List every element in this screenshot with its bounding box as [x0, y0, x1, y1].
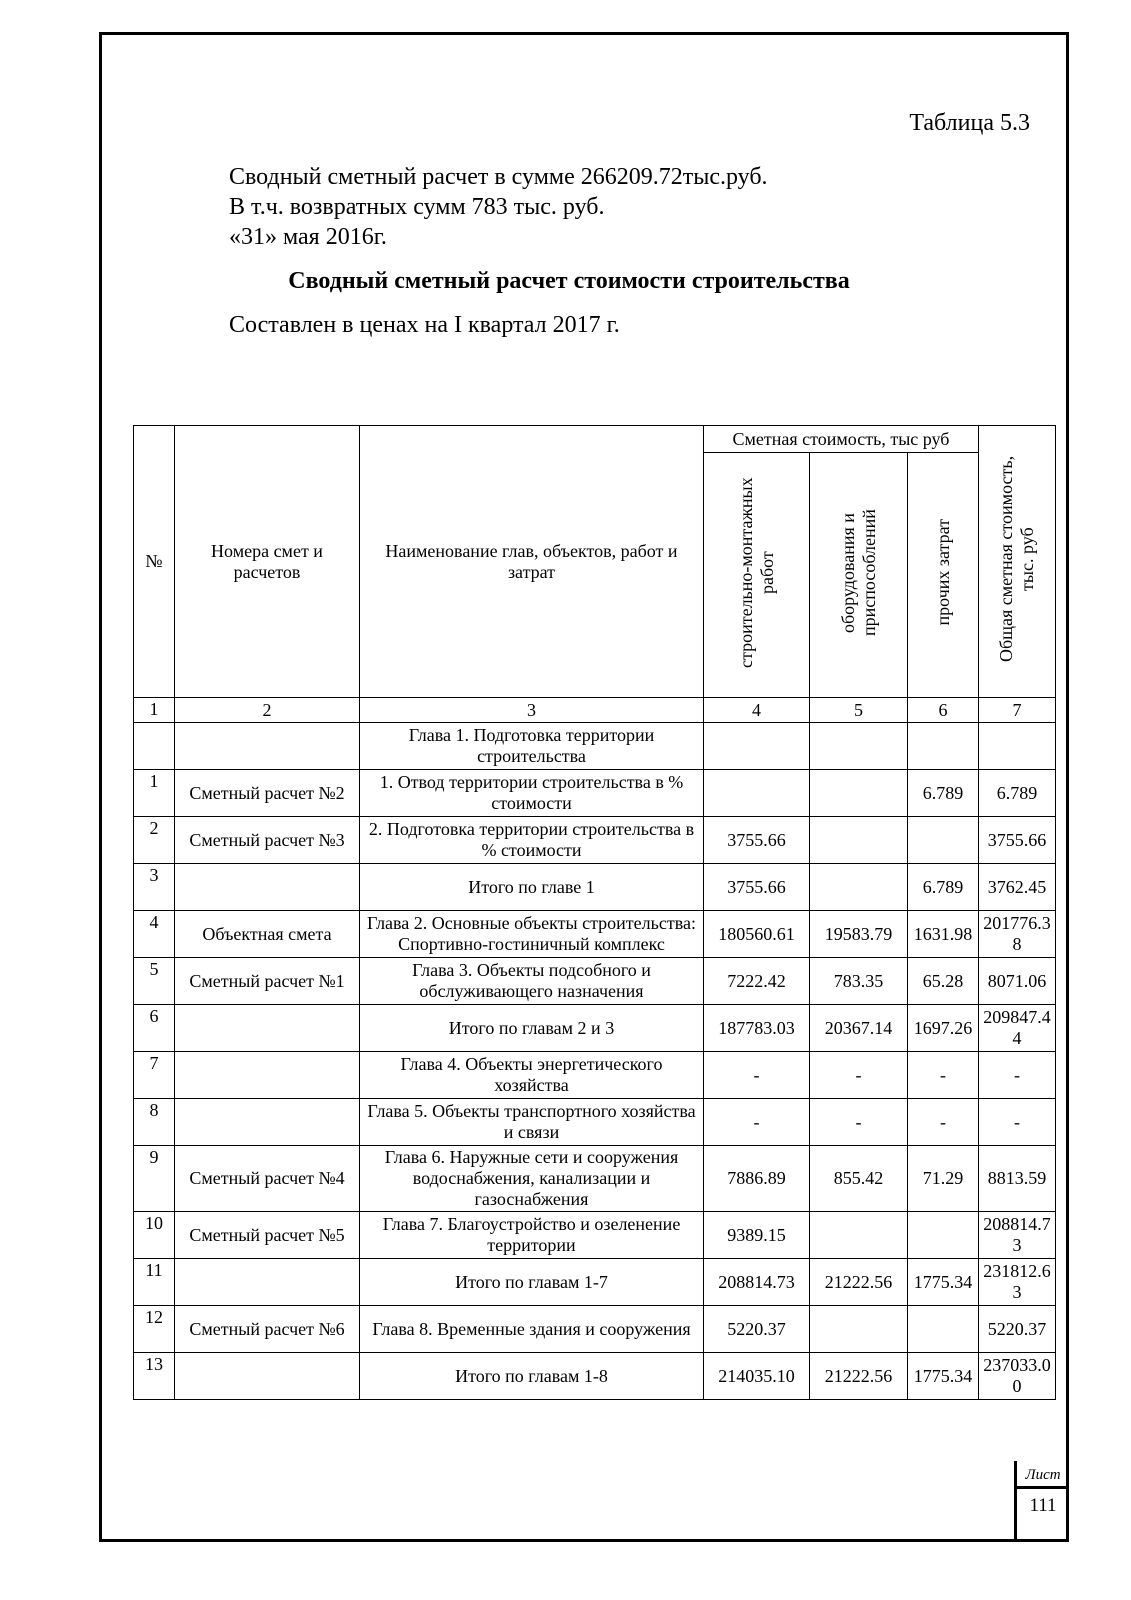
total-cost-cell: 6.789	[979, 770, 1056, 817]
total-cost-cell: 8813.59	[979, 1146, 1056, 1212]
equipment-cost-cell: 19583.79	[810, 911, 908, 958]
header-other-cell	[908, 453, 979, 698]
total-cost-cell: 231812.63	[979, 1259, 1056, 1306]
other-cost-cell: 6.789	[908, 864, 979, 911]
other-cost-cell: 1775.34	[908, 1353, 979, 1400]
header-total: Общая сметная стоимость, тыс. руб	[996, 455, 1037, 663]
header-equipment: оборудования и приспособлений	[837, 509, 879, 636]
intro-date-line: «31» мая 2016г.	[229, 224, 387, 250]
column-index: 2	[175, 698, 360, 723]
total-cost-cell: -	[979, 1052, 1056, 1099]
header-equipment-cell	[810, 453, 908, 698]
construction-cost-cell: -	[704, 1052, 810, 1099]
estimate-number-cell: Сметный расчет №1	[175, 958, 360, 1005]
total-cost-cell: 8071.06	[979, 958, 1056, 1005]
item-name-cell: Итого по главе 1	[360, 864, 704, 911]
table-row	[134, 1353, 1056, 1400]
other-cost-cell	[908, 1212, 979, 1259]
other-cost-cell: 1775.34	[908, 1259, 979, 1306]
construction-cost-cell: 214035.10	[704, 1353, 810, 1400]
total-cost-cell	[979, 723, 1056, 770]
header-total-cell	[979, 426, 1056, 698]
header-other: прочих затрат	[932, 519, 953, 626]
column-index: 6	[908, 698, 979, 723]
estimate-number-cell: Сметный расчет №6	[175, 1306, 360, 1353]
estimate-number-cell: Сметный расчет №3	[175, 817, 360, 864]
estimate-number-cell: Объектная смета	[175, 911, 360, 958]
total-cost-cell: 3755.66	[979, 817, 1056, 864]
item-name-cell: Глава 7. Благоустройство и озеленение территории	[360, 1212, 704, 1259]
other-cost-cell: 65.28	[908, 958, 979, 1005]
item-name-cell: Глава 5. Объекты транспортного хозяйства и связи	[360, 1099, 704, 1146]
construction-cost-cell: 187783.03	[704, 1005, 810, 1052]
other-cost-cell	[908, 817, 979, 864]
row-number-cell: 13	[134, 1353, 175, 1400]
table-row	[134, 1099, 1056, 1146]
item-name-cell: 2. Подготовка территории строительства в % стоимости	[360, 817, 704, 864]
intro-total-line: Сводный сметный расчет в сумме 266209.72тыс.руб.	[229, 164, 768, 190]
estimate-number-cell: Сметный расчет №4	[175, 1146, 360, 1212]
equipment-cost-cell	[810, 1212, 908, 1259]
table-row	[134, 1212, 1056, 1259]
equipment-cost-cell: 20367.14	[810, 1005, 908, 1052]
item-name-cell: Глава 3. Объекты подсобного и обслуживающего назначения	[360, 958, 704, 1005]
row-number-cell	[134, 723, 175, 770]
other-cost-cell: 1631.98	[908, 911, 979, 958]
item-name-cell: Глава 1. Подготовка территории строительства	[360, 723, 704, 770]
construction-cost-cell: 5220.37	[704, 1306, 810, 1353]
other-cost-cell	[908, 723, 979, 770]
total-cost-cell: 3762.45	[979, 864, 1056, 911]
construction-cost-cell: 208814.73	[704, 1259, 810, 1306]
construction-cost-cell: 9389.15	[704, 1212, 810, 1259]
item-name-cell: Глава 4. Объекты энергетического хозяйства	[360, 1052, 704, 1099]
item-name-cell: 1. Отвод территории строительства в % стоимости	[360, 770, 704, 817]
construction-cost-cell: 7222.42	[704, 958, 810, 1005]
construction-cost-cell: -	[704, 1099, 810, 1146]
column-index: 3	[360, 698, 704, 723]
column-index-row	[134, 698, 1056, 723]
header-construction-cell	[704, 453, 810, 698]
equipment-cost-cell: 855.42	[810, 1146, 908, 1212]
table-row	[134, 958, 1056, 1005]
item-name-cell: Глава 6. Наружные сети и сооружения водоснабжения, канализации и газоснабжения	[360, 1146, 704, 1212]
construction-cost-cell: 7886.89	[704, 1146, 810, 1212]
row-number-cell: 10	[134, 1212, 175, 1259]
equipment-cost-cell: 21222.56	[810, 1353, 908, 1400]
estimate-number-cell	[175, 1005, 360, 1052]
construction-cost-cell	[704, 723, 810, 770]
construction-cost-cell: 180560.61	[704, 911, 810, 958]
column-index: 5	[810, 698, 908, 723]
equipment-cost-cell: 21222.56	[810, 1259, 908, 1306]
row-number-cell: 1	[134, 770, 175, 817]
column-index: 1	[134, 698, 175, 723]
item-name-cell: Глава 2. Основные объекты строительства: Спортивно-гостиничный комплекс	[360, 911, 704, 958]
row-number-cell: 9	[134, 1146, 175, 1212]
other-cost-cell: 71.29	[908, 1146, 979, 1212]
total-cost-cell: 201776.38	[979, 911, 1056, 958]
row-number-cell: 4	[134, 911, 175, 958]
table-row	[134, 817, 1056, 864]
sheet-label: Лист	[1017, 1461, 1069, 1489]
construction-cost-cell: 3755.66	[704, 864, 810, 911]
other-cost-cell: 1697.26	[908, 1005, 979, 1052]
header-estimate-numbers: Номера смет и расчетов	[175, 426, 360, 698]
item-name-cell: Итого по главам 2 и 3	[360, 1005, 704, 1052]
table-label: Таблица 5.3	[909, 110, 1030, 136]
equipment-cost-cell	[810, 817, 908, 864]
total-cost-cell: 5220.37	[979, 1306, 1056, 1353]
estimate-number-cell	[175, 864, 360, 911]
estimate-number-cell	[175, 723, 360, 770]
header-names: Наименование глав, объектов, работ и затрат	[360, 426, 704, 698]
equipment-cost-cell: 783.35	[810, 958, 908, 1005]
prices-line: Составлен в ценах на I квартал 2017 г.	[229, 312, 620, 338]
row-number-cell: 5	[134, 958, 175, 1005]
row-number-cell: 7	[134, 1052, 175, 1099]
equipment-cost-cell: -	[810, 1099, 908, 1146]
total-cost-cell: 209847.44	[979, 1005, 1056, 1052]
sheet-number: 111	[1029, 1495, 1057, 1516]
estimate-number-cell	[175, 1052, 360, 1099]
table-row	[134, 1306, 1056, 1353]
estimate-number-cell: Сметный расчет №5	[175, 1212, 360, 1259]
row-number-cell: 12	[134, 1306, 175, 1353]
item-name-cell: Глава 8. Временные здания и сооружения	[360, 1306, 704, 1353]
equipment-cost-cell: -	[810, 1052, 908, 1099]
sheet-stamp	[1014, 1461, 1069, 1542]
estimate-number-cell	[175, 1099, 360, 1146]
column-index: 4	[704, 698, 810, 723]
table-row	[134, 1052, 1056, 1099]
header-cost-group: Сметная стоимость, тыс руб	[704, 426, 979, 453]
header-construction: строительно-монтажных работ	[735, 477, 777, 668]
row-number-cell: 3	[134, 864, 175, 911]
construction-cost-cell	[704, 770, 810, 817]
column-index: 7	[979, 698, 1056, 723]
estimate-table	[133, 425, 1056, 1400]
item-name-cell: Итого по главам 1-7	[360, 1259, 704, 1306]
estimate-number-cell	[175, 1259, 360, 1306]
document-heading: Сводный сметный расчет стоимости строительства	[288, 268, 850, 294]
equipment-cost-cell	[810, 770, 908, 817]
table-row	[134, 911, 1056, 958]
total-cost-cell: 237033.00	[979, 1353, 1056, 1400]
table-row	[134, 864, 1056, 911]
total-cost-cell: 208814.73	[979, 1212, 1056, 1259]
other-cost-cell: 6.789	[908, 770, 979, 817]
equipment-cost-cell	[810, 864, 908, 911]
intro-block	[229, 162, 768, 252]
total-cost-cell: -	[979, 1099, 1056, 1146]
construction-cost-cell: 3755.66	[704, 817, 810, 864]
other-cost-cell: -	[908, 1052, 979, 1099]
estimate-number-cell: Сметный расчет №2	[175, 770, 360, 817]
row-number-cell: 8	[134, 1099, 175, 1146]
header-num: №	[134, 426, 175, 698]
equipment-cost-cell	[810, 1306, 908, 1353]
row-number-cell: 2	[134, 817, 175, 864]
table-row	[134, 1146, 1056, 1212]
other-cost-cell	[908, 1306, 979, 1353]
intro-returnable-line: В т.ч. возвратных сумм 783 тыс. руб.	[229, 194, 605, 220]
table-row	[134, 1005, 1056, 1052]
table-row	[134, 1259, 1056, 1306]
row-number-cell: 11	[134, 1259, 175, 1306]
item-name-cell: Итого по главам 1-8	[360, 1353, 704, 1400]
other-cost-cell: -	[908, 1099, 979, 1146]
estimate-number-cell	[175, 1353, 360, 1400]
row-number-cell: 6	[134, 1005, 175, 1052]
table-row	[134, 770, 1056, 817]
table-row	[134, 723, 1056, 770]
equipment-cost-cell	[810, 723, 908, 770]
